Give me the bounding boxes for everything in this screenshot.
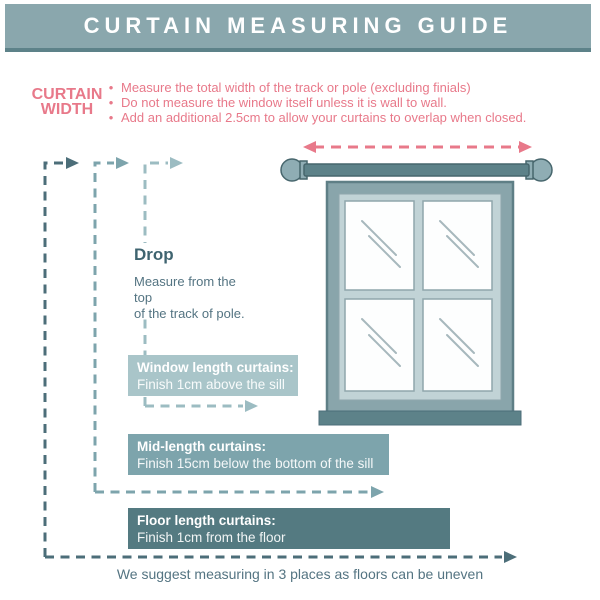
window-length-box	[128, 355, 298, 396]
page-title: CURTAIN MEASURING GUIDE	[83, 13, 513, 38]
bullet-text: Add an additional 2.5cm to allow your curtains to overlap when closed.	[121, 110, 527, 126]
floor-length-box	[128, 508, 450, 549]
drop-title: Drop	[134, 245, 174, 264]
curtain-pole-icon	[281, 159, 552, 181]
bullet-dot-icon: •	[108, 80, 114, 95]
window-sill	[319, 411, 521, 425]
window-icon	[319, 182, 521, 425]
mid-length-title: Mid-length curtains:	[137, 439, 266, 454]
curtain-width-label-line1: CURTAIN	[31, 86, 103, 103]
floor-length-detail: Finish 1cm from the floor	[137, 530, 286, 545]
floor-length-title: Floor length curtains:	[137, 513, 276, 528]
window-length-detail: Finish 1cm above the sill	[137, 377, 285, 392]
width-arrow-icon	[303, 141, 532, 153]
bullet-text: Measure the total width of the track or pole (excluding finials)	[121, 80, 471, 95]
drop-description-line1: Measure from the top	[134, 274, 236, 305]
drop-section	[128, 243, 252, 321]
mid-length-detail: Finish 15cm below the bottom of the sill	[137, 456, 374, 471]
drop-description	[134, 274, 252, 322]
curtain-width-label-line2: WIDTH	[40, 101, 94, 118]
drop-description-line2: of the track of pole.	[134, 306, 245, 321]
bullet-text: Do not measure the window itself unless it is wall to wall.	[121, 95, 447, 111]
window-length-title: Window length curtains:	[137, 360, 294, 375]
bullet-dot-icon: •	[108, 110, 114, 126]
footer-note: We suggest measuring in 3 places as floors can be uneven	[116, 566, 484, 582]
bullet-dot-icon: •	[108, 95, 114, 111]
mid-length-box	[128, 434, 389, 475]
